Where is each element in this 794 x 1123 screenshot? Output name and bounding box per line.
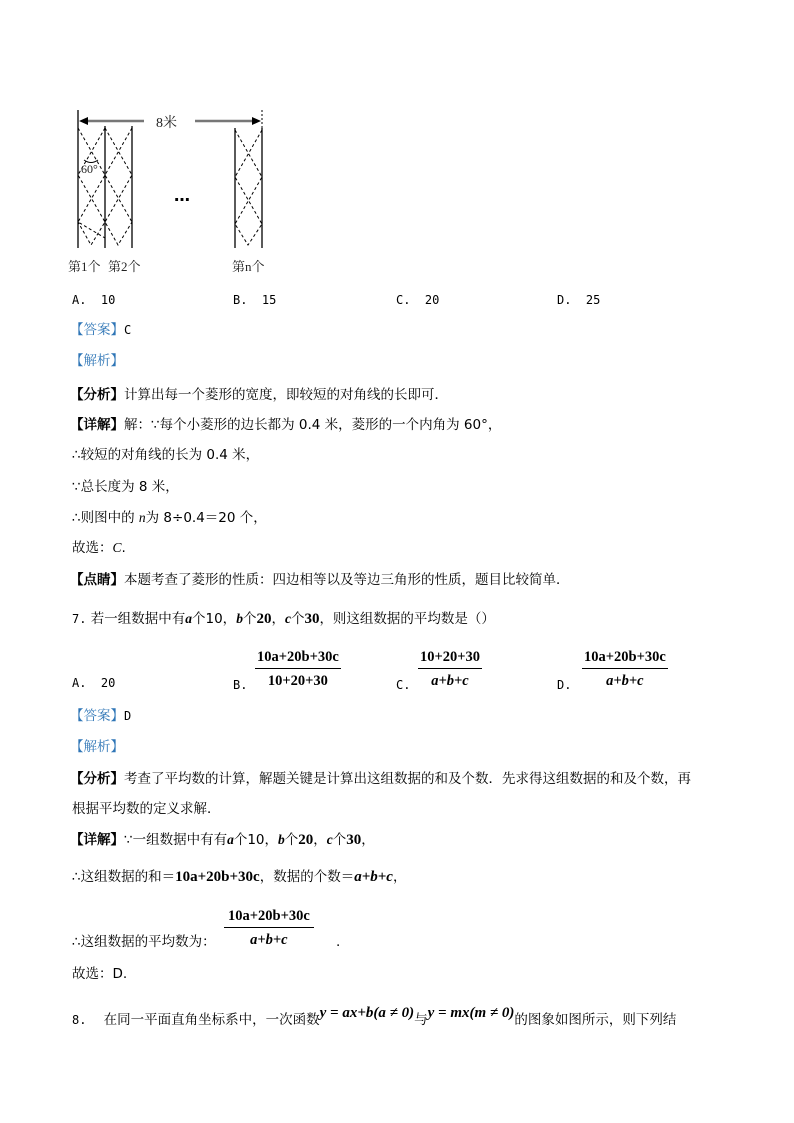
q6-dianjing (70, 570, 570, 590)
answer-value: D (124, 709, 132, 723)
label-second: 第2个 (108, 259, 141, 274)
stem-text: 个 (242, 611, 257, 627)
option-letter: A. (72, 676, 87, 690)
numerator: 10a+20b+30c (257, 649, 339, 665)
solution-text: ∵一组数据中有有 (124, 832, 228, 848)
choose-suffix: . (121, 540, 126, 556)
dianjing-text: 本题考查了菱形的性质：四边相等以及等边三角形的性质，题目比较简单． (124, 572, 570, 588)
q7-avg-label: ∴这组数据的平均数为： (72, 934, 216, 950)
option-value: 25 (585, 293, 601, 307)
q7-option-d-letter: D. (557, 678, 572, 692)
answer-tag: 【答案】 (70, 322, 124, 338)
angle-label: 60° (81, 162, 98, 176)
fenxi-tag: 【分析】 (70, 771, 124, 787)
var-b: b (278, 832, 285, 847)
stem-text: 个 (290, 611, 305, 627)
sum-expression: 10a+20b+30c (175, 869, 260, 885)
fraction-bar (418, 668, 482, 669)
q7-analysis-tag: 【解析】 (70, 739, 124, 755)
q6-option-b (233, 293, 276, 307)
count-label: ，数据的个数＝ (259, 869, 355, 885)
q6-answer (70, 320, 131, 340)
q7-avg-period: . (336, 934, 341, 950)
fraction-bar (255, 668, 341, 669)
q7-option-c-fraction (418, 648, 482, 690)
q6-option-c (396, 293, 439, 307)
var-c: c (326, 832, 333, 847)
question-number: 7. (72, 612, 87, 626)
sum-prefix: ∴这组数据的和＝ (72, 869, 176, 885)
dianjing-tag: 【点睛】 (70, 572, 124, 588)
var-b: b (236, 611, 243, 626)
option-value: 15 (261, 293, 277, 307)
label-first: 第1个 (68, 259, 101, 274)
q7-fenxi (70, 769, 691, 789)
var-n: n (138, 510, 146, 525)
q7-option-b-letter: B. (233, 678, 248, 692)
q6-xiangjie-line-1 (70, 415, 501, 435)
linear-function-formula: y = ax+b(a ≠ 0) (319, 1005, 415, 1021)
q6-option-d (557, 293, 600, 307)
q7-stem (72, 609, 495, 629)
stem-text: ，则这组数据的平均数是（） (319, 611, 495, 627)
question-number: 8. (72, 1013, 87, 1027)
q7-choose: 故选：D. (72, 966, 128, 982)
option-value: 20 (100, 676, 116, 690)
xiangjie-tag: 【详解】 (70, 832, 124, 848)
answer-value: C (124, 323, 132, 337)
proportional-function-formula: y = mx(m ≠ 0) (427, 1005, 515, 1021)
stem-text: ， (271, 611, 285, 627)
rhombus-fence-figure (60, 100, 280, 280)
num-30: 30 (304, 611, 320, 627)
fenxi-tag: 【分析】 (70, 387, 124, 403)
answer-tag: 【答案】 (70, 708, 124, 724)
denominator: a+b+c (250, 932, 288, 948)
q7-fenxi-line-2: 根据平均数的定义求解． (72, 801, 221, 817)
choose-prefix: 故选： (72, 540, 113, 556)
ellipsis: … (174, 186, 190, 205)
q8-stem (72, 1005, 677, 1030)
var-a: a (227, 832, 234, 847)
num-30: 30 (346, 832, 362, 848)
option-letter: C. (396, 293, 411, 307)
count-expression: a+b+c (354, 869, 393, 885)
q6-fenxi (70, 385, 448, 405)
num-20: 20 (298, 832, 314, 848)
width-label: 8米 (156, 116, 177, 131)
num-20: 20 (256, 611, 272, 627)
stem-text: 个10， (192, 611, 237, 627)
solution-text: 解：∵每个小菱形的边长都为 0.4 米，菱形的一个内角为 60°， (124, 417, 502, 433)
q7-option-b-fraction (255, 648, 341, 690)
denominator: a+b+c (606, 673, 644, 689)
numerator: 10+20+30 (420, 649, 481, 665)
q7-option-c-letter: C. (396, 678, 411, 692)
line-suffix: 为 8÷0.4＝20 个， (145, 510, 267, 526)
option-value: 20 (424, 293, 440, 307)
solution-text: ， (361, 832, 375, 848)
q7-option-a (72, 676, 115, 690)
fenxi-text: 考查了平均数的计算，解题关键是计算出这组数据的和及个数．先求得这组数据的和及个数，再 (124, 771, 691, 787)
q7-avg-fraction (226, 907, 312, 949)
solution-text: ， (313, 832, 327, 848)
fraction-bar (224, 927, 314, 928)
var-c: c (284, 611, 291, 626)
numerator: 10a+20b+30c (584, 649, 666, 665)
fenxi-text: 计算出每一个菱形的宽度，即较短的对角线的长即可． (124, 387, 448, 403)
solution-text: 个10， (233, 832, 279, 848)
stem-text: 若一组数据中有 (90, 611, 186, 627)
q7-option-d-fraction (582, 648, 668, 690)
q6-line-4 (72, 508, 267, 528)
stem-text: 的图象如图所示，则下列结 (514, 1012, 677, 1028)
choose-value: C (112, 540, 122, 555)
denominator: a+b+c (431, 673, 469, 689)
label-nth: 第n个 (232, 259, 265, 274)
option-value: 10 (100, 293, 116, 307)
q6-line-2: ∴较短的对角线的长为 0.4 米， (72, 447, 260, 463)
solution-text: 个 (284, 832, 299, 848)
q6-option-a (72, 293, 115, 307)
q7-sum-line (72, 867, 406, 887)
xiangjie-tag: 【详解】 (70, 417, 124, 433)
q7-xiangjie (70, 830, 375, 850)
stem-text: 在同一平面直角坐标系中，一次函数 (103, 1012, 320, 1028)
denominator: 10+20+30 (267, 673, 328, 689)
option-letter: D. (557, 293, 572, 307)
option-letter: A. (72, 293, 87, 307)
q6-analysis-tag: 【解析】 (70, 353, 124, 369)
solution-text: 个 (332, 832, 347, 848)
option-letter: B. (233, 293, 248, 307)
q7-answer (70, 706, 131, 726)
fraction-bar (582, 668, 668, 669)
q6-choose (72, 538, 126, 558)
numerator: 10a+20b+30c (228, 908, 310, 924)
stem-text: 与 (414, 1012, 428, 1028)
var-a: a (185, 611, 192, 626)
q6-line-3: ∵总长度为 8 米， (72, 479, 179, 495)
line-prefix: ∴则图中的 (72, 510, 139, 526)
count-suffix: ， (392, 869, 407, 885)
